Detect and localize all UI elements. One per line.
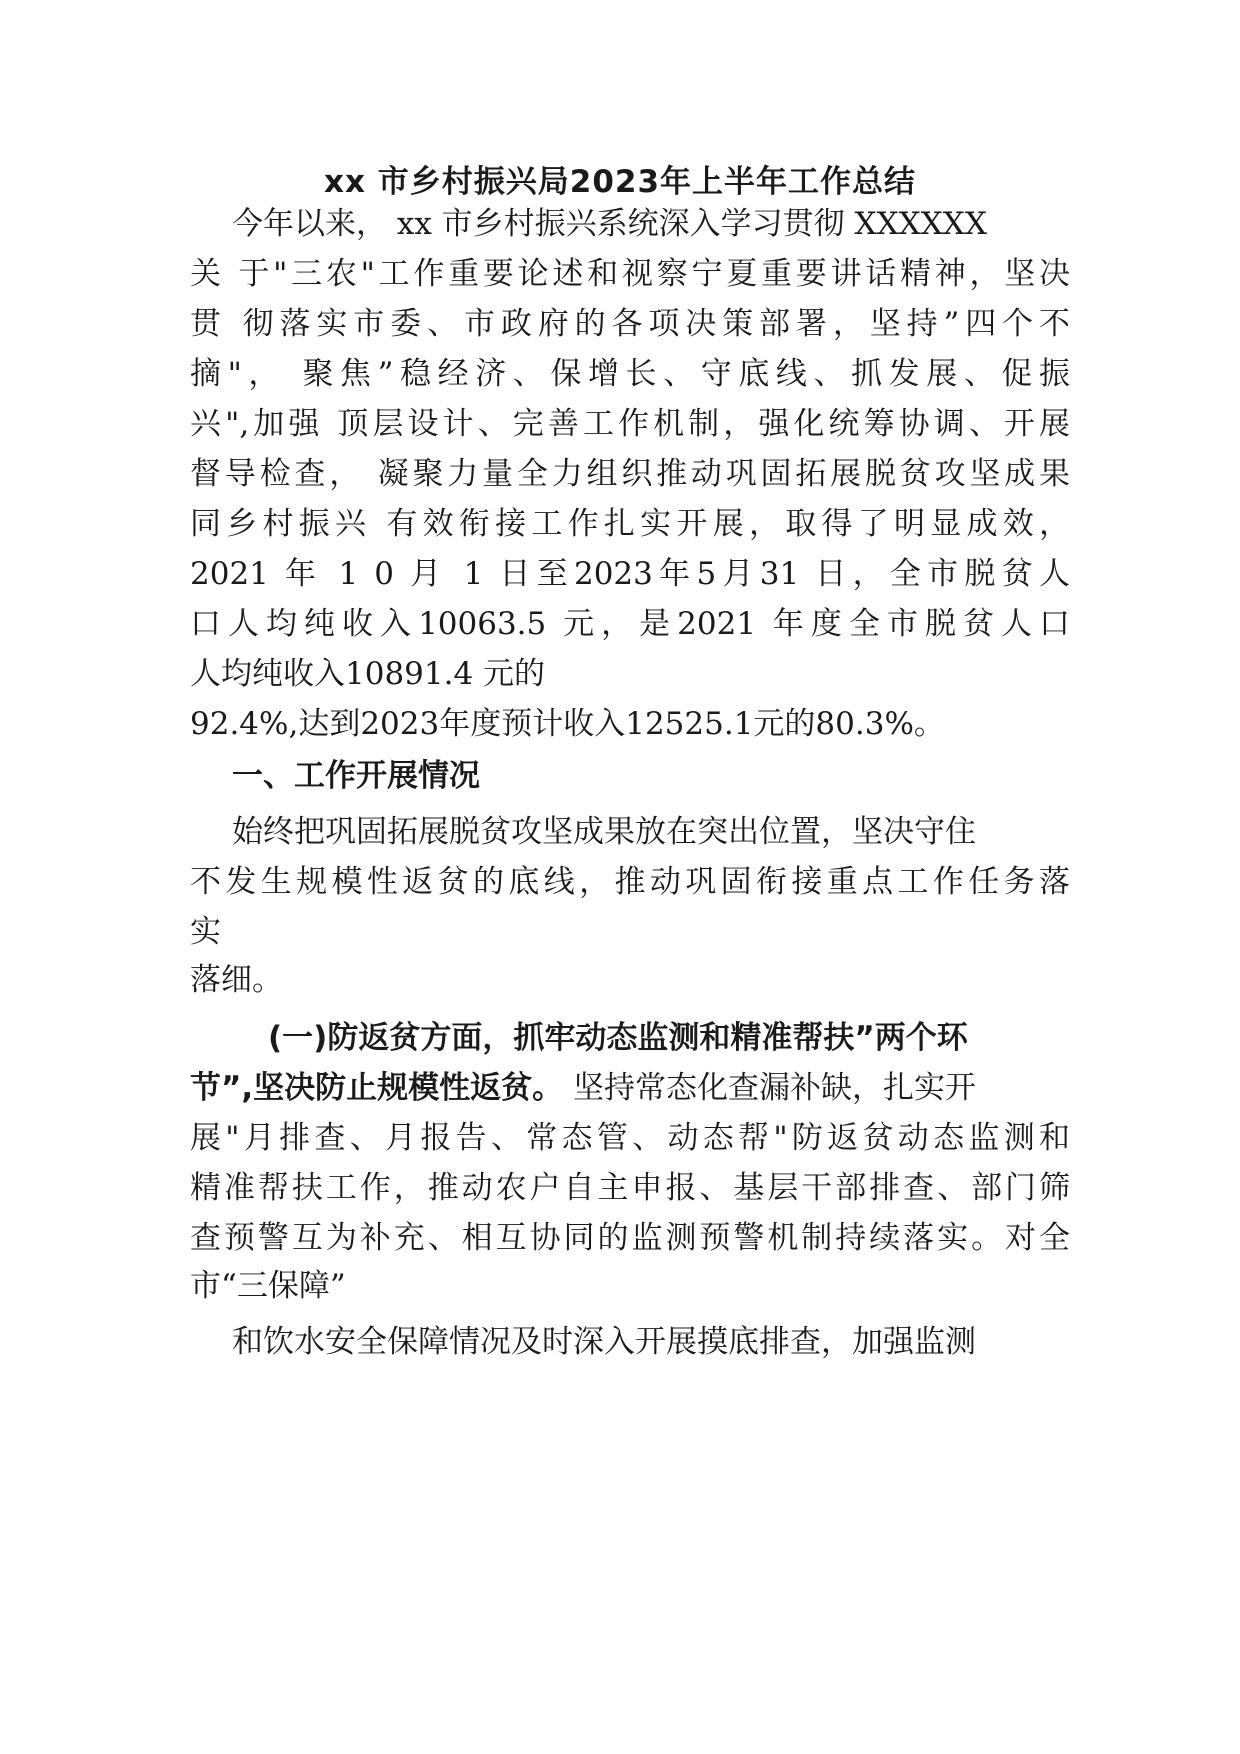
intro-line-3: 贯 彻落实市委、市政府的各项决策部署，坚持”四个不 [190, 306, 1070, 342]
intro-line-2: 关 于"三农"工作重要论述和视察宁夏重要讲话精神，坚决 [190, 256, 1070, 292]
subsection-line-3: 展"月排查、月报告、常态管、动态帮"防返贫动态监测和 [190, 1120, 1070, 1156]
intro-line-4: 摘"， 聚焦”稳经济、保增长、守底线、抓发展、促振 [190, 356, 1070, 392]
subsection-last-line: 和饮水安全保障情况及时深入开展摸底排查，加强监测 [232, 1324, 976, 1360]
section-heading: 一、工作开展情况 [232, 758, 480, 794]
subsection-line-5: 查预警互为补充、相互协同的监测预警机制持续落实。对全 [190, 1220, 1070, 1256]
intro-line-8: 2021 年 1 0 月 1 日至2023年5月31 日，全市脱贫人 [190, 556, 1070, 592]
subsection-heading-line-2: 节”,坚决防止规模性返贫。 [190, 1070, 564, 1106]
section1-line-4: 落细。 [190, 962, 283, 998]
subsection-line-2 [190, 1068, 1070, 1108]
intro-line-5: 兴",加强 顶层设计、完善工作机制，强化统筹协调、开展 [190, 406, 1070, 442]
subsection-line-2-text: 坚持常态化查漏补缺，扎实开 [563, 1070, 977, 1106]
subsection-heading-line-1: (一)防返贫方面，抓牢动态监测和精准帮扶”两个环 [268, 1020, 968, 1056]
intro-line-6: 督导检查， 凝聚力量全力组织推动巩固拓展脱贫攻坚成果 [190, 456, 1070, 492]
subsection-line-6: 市“三保障” [190, 1268, 346, 1304]
intro-line-7: 同乡村振兴 有效衔接工作扎实开展，取得了明显成效， [190, 506, 1070, 542]
intro-line-1: 今年以来， xx 市乡村振兴系统深入学习贯彻 XXXXXX [232, 206, 987, 242]
document-title: xx 市乡村振兴局2023年上半年工作总结 [323, 164, 917, 200]
subsection-line-4: 精准帮扶工作，推动农户自主申报、基层干部排查、部门筛 [190, 1170, 1070, 1206]
section1-line-2: 不发生规模性返贫的底线，推动巩固衔接重点工作任务落 [190, 864, 1070, 900]
intro-line-11: 92.4%,达到2023年度预计收入12525.1元的80.3%。 [190, 706, 945, 742]
section1-line-3: 实 [190, 914, 221, 950]
intro-line-10: 人均纯收入10891.4 元的 [190, 656, 546, 692]
intro-line-9: 口人均纯收入10063.5 元，是2021 年度全市脱贫人口 [190, 606, 1070, 642]
section1-line-1: 始终把巩固拓展脱贫攻坚成果放在突出位置，坚决守住 [232, 814, 976, 850]
